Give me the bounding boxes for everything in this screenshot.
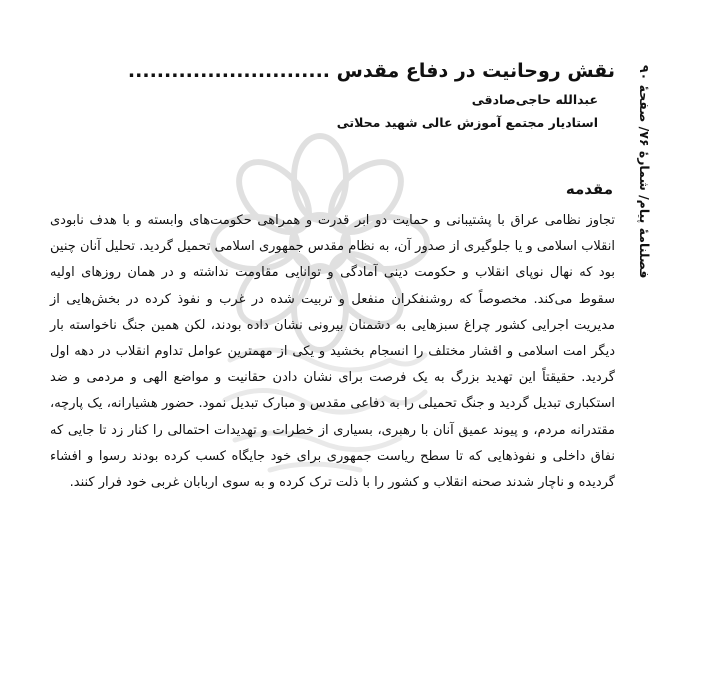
section-heading: مقدمه xyxy=(565,180,613,198)
body-text xyxy=(50,208,615,496)
article-title: نقش روحانیت در دفاع مقدس xyxy=(336,60,615,82)
author-affiliation: استادیار مجتمع آموزش عالی شهید محلاتی xyxy=(336,115,598,130)
article-title-row xyxy=(40,60,615,88)
author-name: عبدالله حاجی‌صادقی xyxy=(471,92,598,107)
title-dotted-leader: ............................ xyxy=(127,60,331,82)
intro-paragraph: تجاوز نظامی عراق با پشتیبانی و حمایت دو ابر قدرت و همراهی حکومت‌های وابسته و با هدف نابودی انقلاب اسلامی و یا جلوگیری از صدور آن، به نظام مقدس جمهوری اسلامی تحمیل گردید. تحلیل آنان چنین بود که نهال نوپای انقلاب و حکومت دینی آمادگی و توانایی مقاومت نداشته و در همان روزهای اولیه سقوط می‌کند. مخصوصاً که روشنفکران منفعل و تربیت شده در غرب و نفوذ کرده در بخش‌هایی از مدیریت اجرایی کشور چراغ سبزهایی به دشمنان بیرونی نشان داده بودند، لکن همین جنگ ناخواسته بار دیگر امت اسلامی و اقشار مختلف را انسجام بخشید و یکی از مهمترین عوامل تداوم انقلاب در دهه اول گردید. حقیقتاً این تهدید بزرگ به یک فرصت برای نشان دادن حقانیت و مواضع الهی و مردمی و ضد استکباری تبدیل گردید و جنگ تحمیلی را به دفاعی مقدس و مبارک تبدیل نمود. حضور هشیارانه، یک پارچه، مقتدرانه مردم، و پیوند عمیق آنان با رهبری، بسیاری از خطرات و تهدیدات احتمالی را کنار زد تا جایی که نفاق داخلی و نفوذهایی که تا سطح ریاست جمهوری برای خود جایگاه کسب کرده بودند رسوا و افشاء گردیده و ناچار شدند صحنه انقلاب و کشور را با ذلت ترک کرده و به سوی اربابان غربی خود فرار کنند. xyxy=(50,213,615,491)
journal-page-reference: فصلنامهٔ پیام/ شمارهٔ ۷۶/ صفحهٔ ۹۰ xyxy=(637,64,652,278)
